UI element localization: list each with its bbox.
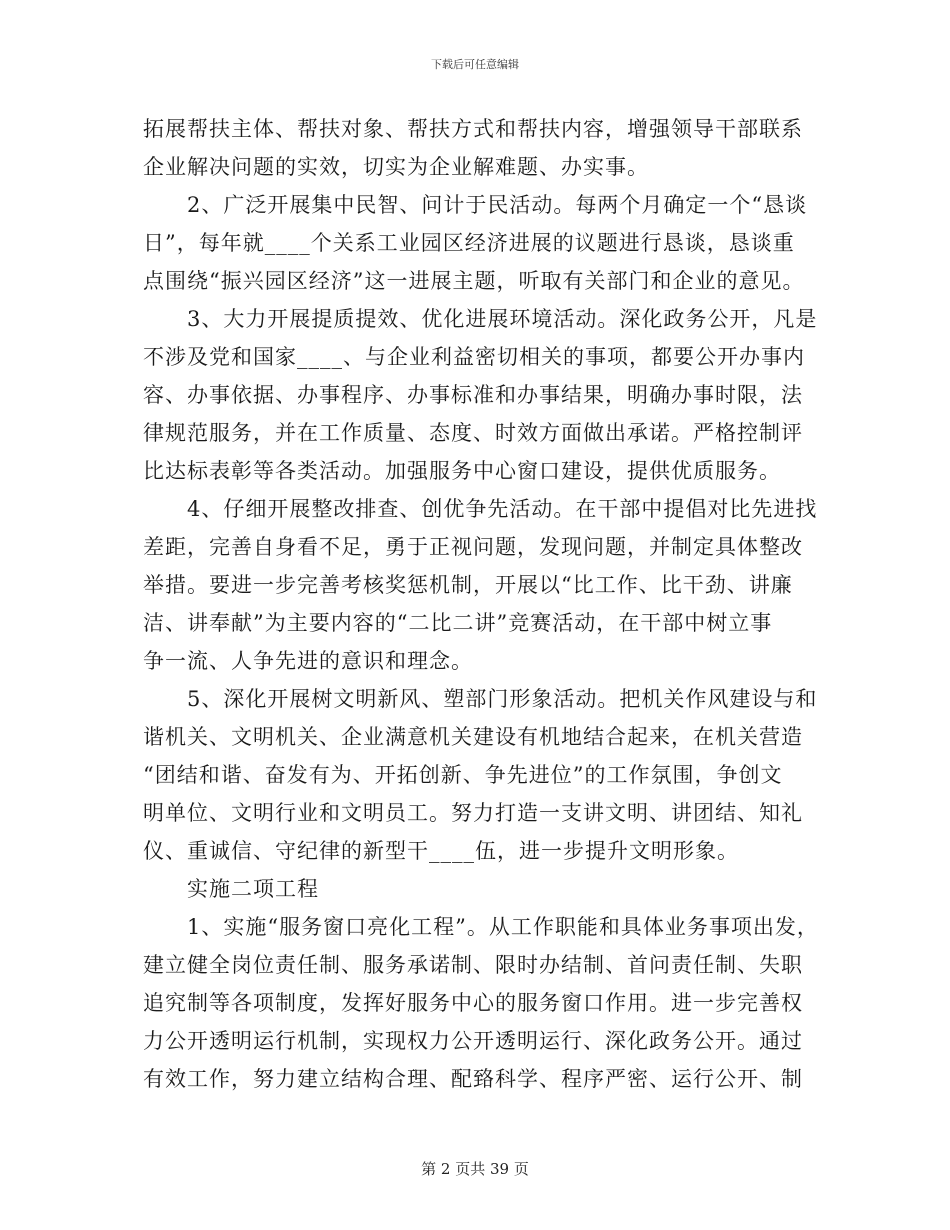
- text-line: 建立健全岗位责任制、服务承诺制、限时办结制、首问责任制、失职: [143, 953, 803, 977]
- text-line: 争一流、人争先进的意识和理念。: [143, 649, 473, 673]
- text-line: 举措。要进一步完善考核奖惩机制，开展以“比工作、比干劲、讲廉: [143, 573, 793, 597]
- text-line: 4、仔细开展整改排查、创优争先活动。在干部中提倡对比先进找: [187, 497, 818, 521]
- text-line: 5、深化开展树文明新风、塑部门形象活动。把机关作风建设与和: [187, 687, 818, 711]
- paragraph: [143, 908, 823, 1098]
- text-line: 明单位、文明行业和文明员工。努力打造一支讲文明、讲团结、知礼: [143, 801, 803, 825]
- text-line: 企业解决问题的实效，切实为企业解难题、办实事。: [143, 155, 649, 179]
- paragraph: [143, 110, 823, 186]
- page-footer: 第 2 页共 39 页: [421, 1160, 529, 1178]
- text-line: 洁、讲奉献”为主要内容的“二比二讲”竞赛活动，在干部中树立事: [143, 611, 773, 635]
- text-line: “团结和谐、奋发有为、开拓创新、争先进位”的工作氛围，争创文: [143, 763, 783, 787]
- paragraph: [143, 490, 823, 680]
- paragraph: [143, 186, 823, 300]
- text-line: 有效工作，努力建立结构合理、配臵科学、程序严密、运行公开、制: [143, 1067, 803, 1091]
- text-line: 不涉及党和国家____、与企业利益密切相关的事项，都要公开办事内: [143, 345, 805, 369]
- text-line: 1、实施“服务窗口亮化工程”。从工作职能和具体业务事项出发，: [187, 915, 819, 939]
- text-line: 谐机关、文明机关、企业满意机关建设有机地结合起来，在机关营造: [143, 725, 803, 749]
- text-line: 3、大力开展提质提效、优化进展环境活动。深化政务公开，凡是: [187, 307, 818, 331]
- page-header: 下载后可任意编辑: [431, 58, 519, 71]
- document-body: [143, 110, 823, 1098]
- text-line: 日”，每年就____个关系工业园区经济进展的议题进行恳谈，恳谈重: [143, 231, 795, 255]
- text-line: 力公开透明运行机制，实现权力公开透明运行、深化政务公开。通过: [143, 1029, 803, 1053]
- text-line: 拓展帮扶主体、帮扶对象、帮扶方式和帮扶内容，增强领导干部联系: [143, 117, 803, 141]
- paragraph: [143, 680, 823, 870]
- section-heading: [143, 870, 823, 908]
- text-line: 点围绕“振兴园区经济”这一进展主题，听取有关部门和企业的意见。: [143, 269, 805, 293]
- paragraph: [143, 300, 823, 490]
- text-line: 差距，完善自身看不足，勇于正视问题，发现问题，并制定具体整改: [143, 535, 803, 559]
- text-line: 实施二项工程: [187, 877, 319, 901]
- text-line: 比达标表彰等各类活动。加强服务中心窗口建设，提供优质服务。: [143, 459, 781, 483]
- text-line: 容、办事依据、办事程序、办事标准和办事结果，明确办事时限，法: [143, 383, 803, 407]
- text-line: 2、广泛开展集中民智、问计于民活动。每两个月确定一个“恳谈: [187, 193, 808, 217]
- text-line: 律规范服务，并在工作质量、态度、时效方面做出承诺。严格控制评: [143, 421, 803, 445]
- text-line: 追究制等各项制度，发挥好服务中心的服务窗口作用。进一步完善权: [143, 991, 803, 1015]
- text-line: 仪、重诚信、守纪律的新型干____伍，进一步提升文明形象。: [143, 839, 739, 863]
